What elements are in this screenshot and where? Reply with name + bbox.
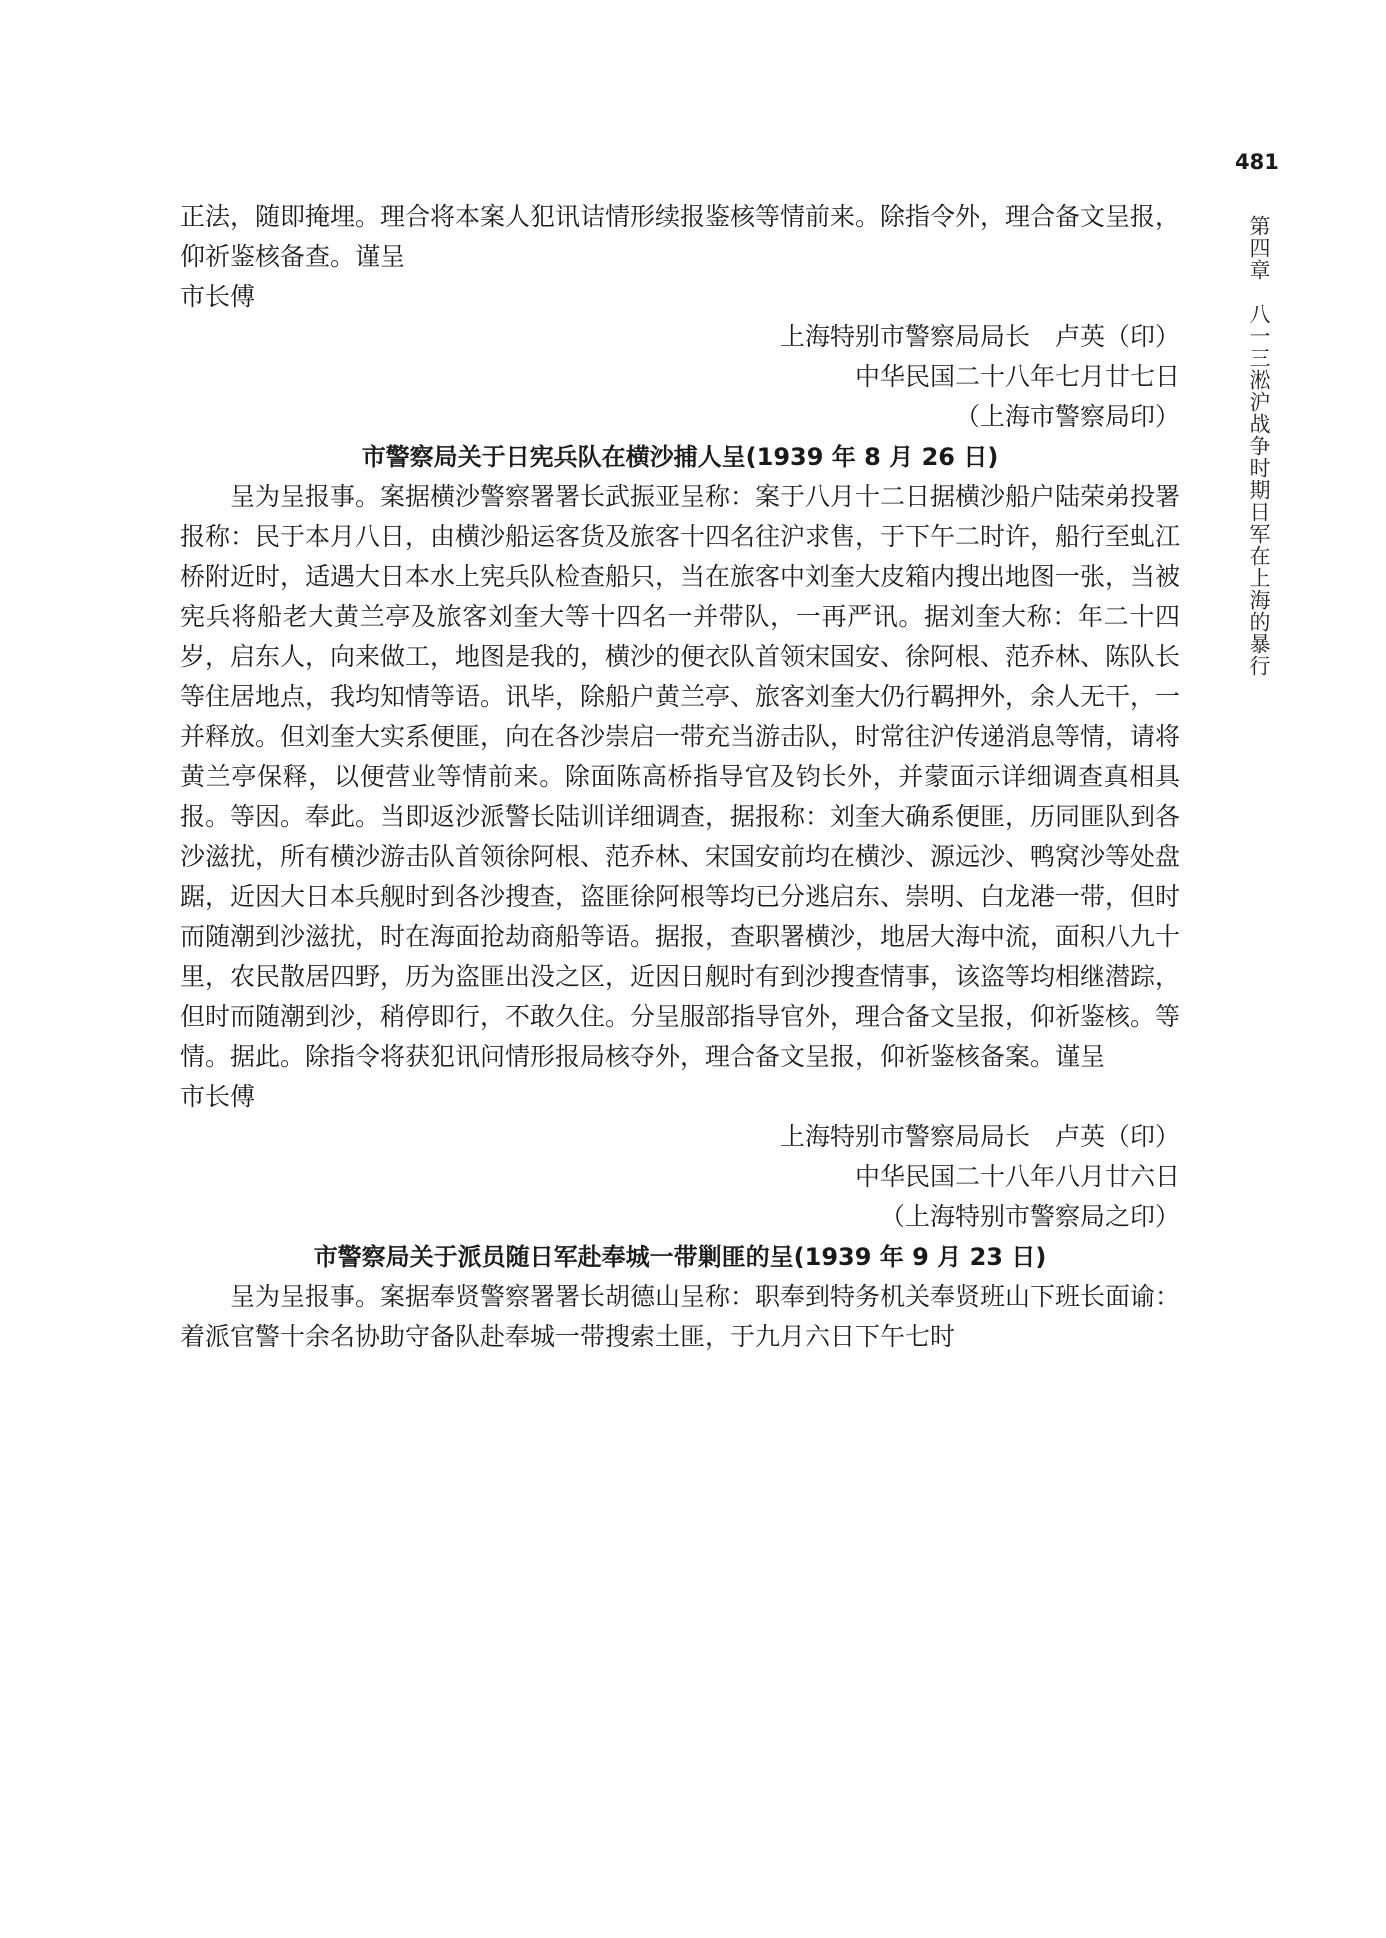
- body-paragraph: 呈为呈报事。案据横沙警察署署长武振亚呈称：案于八月十二日据横沙船户陆荣弟投署报称：民于本月八日，由横沙船运客货及旅客十四名往沪求售，于下午二时许，船行至虬江桥附近时，适遇大日本水上宪兵队检查船只，当在旅客中刘奎大皮箱内搜出地图一张，当被宪兵将船老大黄兰亭及旅客刘奎大等十四名一并带队，一再严讯。据刘奎大称：年二十四岁，启东人，向来做工，地图是我的，横沙的便衣队首领宋国安、徐阿根、范乔林、陈队长等住居地点，我均知情等语。讯毕，除船户黄兰亭、旅客刘奎大仍行羁押外，余人无干，一并释放。但刘奎大实系便匪，向在各沙崇启一带充当游击队，时常往沪传递消息等情，请将黄兰亭保释，以便营业等情前来。除面陈高桥指导官及钧长外，并蒙面示详细调查真相具报。等因。奉此。当即返沙派警长陆训详细调查，据报称：刘奎大确系便匪，历同匪队到各沙滋扰，所有横沙游击队首领徐阿根、范乔林、宋国安前均在横沙、源远沙、鸭窝沙等处盘踞，近因大日本兵舰时到各沙搜查，盗匪徐阿根等均已分逃启东、崇明、白龙港一带，但时而随潮到沙滋扰，时在海面抢劫商船等语。据报，查职署横沙，地居大海中流，面积八九十里，农民散居四野，历为盗匪出没之区，近因日舰时有到沙搜查情事，该盗等均相继潜踪，但时而随潮到沙，稍停即行，不敢久住。分呈服部指导官外，理合备文呈报，仰祈鉴核。等情。据此。除指令将获犯讯问情形报局核夺外，理合备文呈报，仰祈鉴核备案。谨呈: [180, 482, 1181, 1071]
- body-paragraph: 呈为呈报事。案据奉贤警察署署长胡德山呈称：职奉到特务机关奉贤班山下班长面谕：着派官警十余名协助守备队赴奉城一带搜索土匪，于九月六日下午七时: [180, 1282, 1181, 1351]
- signature-line: 上海特别市警察局局长 卢英（印）: [779, 1122, 1180, 1151]
- document-title: 市警察局关于派员随日军赴奉城一带剿匪的呈(1939 年 9 月 23 日): [313, 1243, 1047, 1271]
- date-line: 中华民国二十八年八月廿六日: [854, 1162, 1180, 1191]
- addressee: 市长傅: [180, 1082, 256, 1111]
- section-previous-document: [180, 197, 1180, 437]
- date-line: 中华民国二十八年七月廿七日: [854, 362, 1180, 391]
- body-paragraph: 正法，随即掩埋。理合将本案人犯讯诘情形续报鉴核等情前来。除指令外，理合备文呈报，仰祈鉴核备查。谨呈: [180, 202, 1181, 271]
- addressee: 市长傅: [180, 282, 256, 311]
- section-fengcheng-bandit: [180, 1237, 1180, 1357]
- document-title: 市警察局关于日宪兵队在横沙捕人呈(1939 年 8 月 26 日): [361, 443, 999, 471]
- section-hengsha-arrest: [180, 437, 1180, 1237]
- running-head: 第四章 八一三淞沪战争时期日军在上海的暴行: [1247, 215, 1271, 677]
- page-content: [180, 197, 1180, 1357]
- signature-line: 上海特别市警察局局长 卢英（印）: [779, 322, 1180, 351]
- seal-line: （上海市警察局印）: [954, 402, 1180, 431]
- page-number: 481: [1235, 150, 1279, 174]
- seal-line: （上海特别市警察局之印）: [879, 1202, 1180, 1231]
